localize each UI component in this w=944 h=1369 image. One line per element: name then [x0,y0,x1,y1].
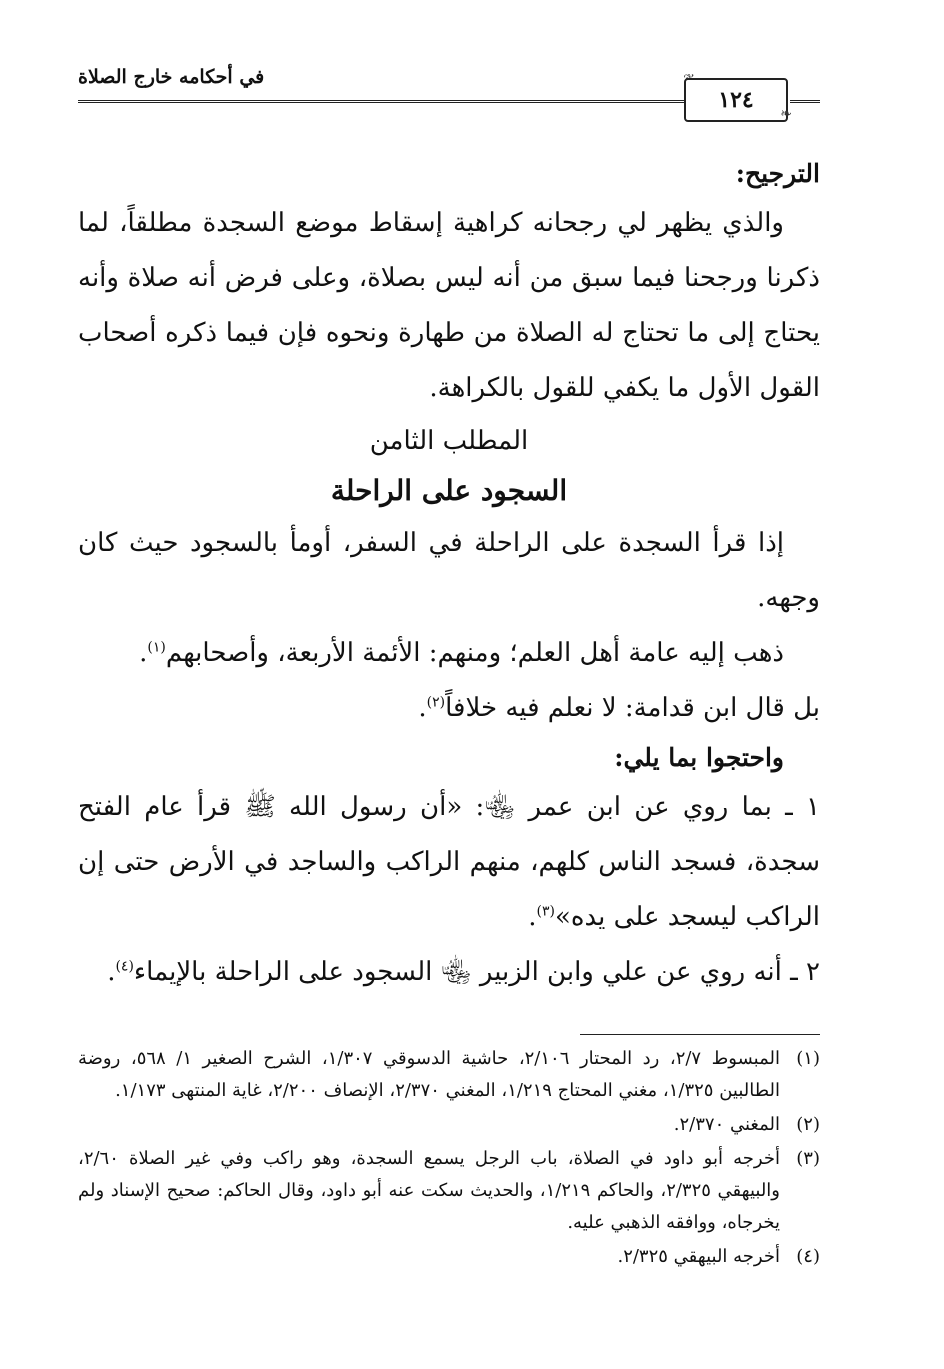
footnote-mark: (١) [796,1048,820,1069]
ibn-qudama-text: بل قال ابن قدامة: لا نعلم فيه خلافاً [445,693,820,723]
footnote-1 [78,1043,820,1107]
running-header [78,60,820,122]
majority-end: . [139,638,148,668]
footnote-mark: (٣) [796,1148,820,1169]
majority-text: ذهب إليه عامة أهل العلم؛ ومنهم: الأئمة الأربعة، وأصحابهم [165,638,784,668]
main-text [78,152,820,1000]
ibn-qudama-end: . [418,693,427,723]
footnote-mark: (٢) [796,1114,820,1135]
evidence-2-text: ٢ ـ أنه روي عن علي وابن الزبير ﵄ السجود على الراحلة بالإيماء [133,957,820,987]
footnotes [78,1043,820,1273]
footnote-ref-3[interactable]: (٣) [536,903,555,920]
running-title: في أحكامه خارج الصلاة [78,66,265,88]
intro-paragraph: إذا قرأ السجدة على الراحلة في السفر، أومأ بالسجود حيث كان وجهه. [78,528,820,613]
footnote-ref-4[interactable]: (٤) [115,958,134,975]
header-rule-right [790,100,820,103]
tarjih-paragraph: والذي يظهر لي رجحانه كراهية إسقاط موضع السجدة مطلقاً، لما ذكرنا ورجحنا فيما سبق من أنه ليس بصلاة، وعلى فرض أنه صلاة وأنه يحتاج إلى ما تحتاج له الصلاة من طهارة ونحوه فإن فيما ذكره أصحاب القول الأول ما يكفي للقول بالكراهة. [78,208,820,403]
evidence-1-text: ١ ـ بما روي عن ابن عمر ﵄: «أن رسول الله ﷺ قرأ عام الفتح سجدة، فسجد الناس كلهم، منهم الراكب والساجد في الأرض حتى إن الراكب ليسجد على يده» [78,792,820,932]
section-title: السجود على الراحلة [330,474,568,507]
page-number-text: ١٢٤ [718,87,754,113]
footnote-text: أخرجه البيهقي ٢/٣٢٥. [617,1246,780,1267]
footnote-ref-1[interactable]: (١) [147,639,166,656]
footnote-text: أخرجه أبو داود في الصلاة، باب الرجل يسمع السجدة، وهو راكب وفي غير الصلاة ٢/٦٠، والبيهقي ٢/٣٢٥، والحاكم ١/٢١٩، والحديث سكت عنه أبو داود، وقال الحاكم: صحيح الإسناد ولم يخرجاه، ووافقه الذهبي عليه. [78,1148,781,1233]
footnote-4 [78,1241,820,1273]
evidence-heading: واحتجوا بما يلي: [614,743,784,772]
footnote-ref-2[interactable]: (٢) [426,694,446,711]
ibn-qudama-paragraph [78,681,820,736]
evidence-item-2 [78,945,820,1000]
footnote-2 [78,1109,820,1141]
page-number [684,78,788,122]
evidence-2-end: . [107,957,116,987]
evidence-item-1 [78,780,820,945]
evidence-1-end: . [528,902,537,932]
book-page [78,60,820,1320]
footnote-text: المغني ٢/٣٧٠. [673,1114,780,1135]
majority-paragraph [78,626,820,681]
section-label: المطلب الثامن [369,426,529,456]
floral-ornament-icon: ❧ [780,106,792,122]
footnote-text: المبسوط ٢/٧، رد المحتار ٢/١٠٦، حاشية الدسوقي ١/٣٠٧، الشرح الصغير ١/ ٥٦٨، روضة الطالبين ١/٣٢٥، مغني المحتاج ١/٢١٩، المغني ٢/٣٧٠، الإنصاف ٢/٢٠٠، غاية المنتهى ١/١٧٣. [78,1048,780,1101]
tarjih-heading: الترجيح: [735,159,820,188]
header-rule [78,100,685,103]
footnote-divider [580,1034,820,1035]
footnote-mark: (٤) [796,1246,820,1267]
footnote-3 [78,1143,820,1239]
